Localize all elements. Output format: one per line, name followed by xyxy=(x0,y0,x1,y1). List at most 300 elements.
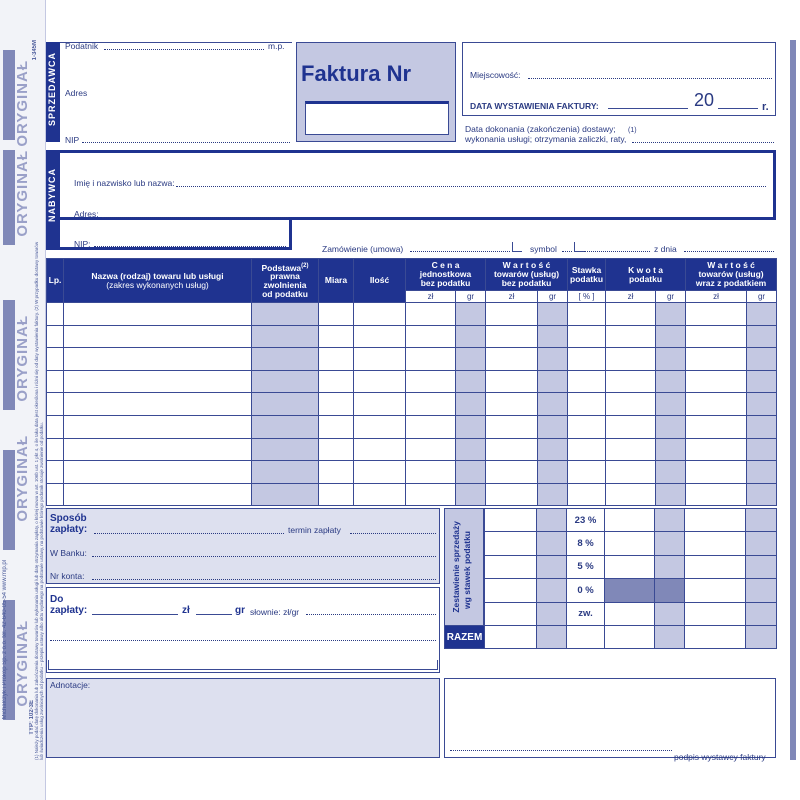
table-cell[interactable] xyxy=(252,393,319,416)
table-cell[interactable] xyxy=(486,325,538,348)
col-basis-line-1: Podstawa xyxy=(261,262,302,273)
table-cell[interactable] xyxy=(486,438,538,461)
table-cell[interactable] xyxy=(538,348,568,371)
table-cell[interactable] xyxy=(606,461,656,484)
amount-due-label-2: zapłaty: xyxy=(50,605,88,616)
summary-side-spacer xyxy=(445,509,485,532)
symbol-bracket xyxy=(574,242,584,252)
buyer-address-label: Adres: xyxy=(74,209,99,219)
sub-gr: gr xyxy=(538,291,568,303)
payment-term-label: termin zapłaty xyxy=(288,525,341,535)
summary-side-spacer xyxy=(445,532,485,555)
buyer-name-line[interactable] xyxy=(176,186,766,187)
summary-cell[interactable] xyxy=(746,602,777,625)
summary-cell[interactable] xyxy=(605,625,655,648)
summary-cell[interactable] xyxy=(655,555,685,578)
table-row xyxy=(47,438,777,461)
summary-side-label-1: Zestawienie sprzedaży xyxy=(451,521,461,613)
table-cell[interactable] xyxy=(606,303,656,326)
table-cell[interactable] xyxy=(486,370,538,393)
summary-cell[interactable] xyxy=(746,555,777,578)
table-cell[interactable] xyxy=(538,483,568,506)
col-tax xyxy=(606,259,686,291)
amount-zl-label: zł xyxy=(182,605,190,616)
seller-nip-label: NIP xyxy=(65,135,80,145)
col-basis xyxy=(252,259,319,303)
table-cell[interactable] xyxy=(747,370,777,393)
table-cell[interactable] xyxy=(538,415,568,438)
table-cell[interactable] xyxy=(456,393,486,416)
sub-pct: [ % ] xyxy=(568,291,606,303)
col-price-line-3: bez podatku xyxy=(420,278,471,288)
table-cell[interactable] xyxy=(252,370,319,393)
table-cell[interactable] xyxy=(606,348,656,371)
summary-cell[interactable] xyxy=(485,532,537,555)
summary-rate: 8 % xyxy=(567,532,605,555)
table-cell[interactable] xyxy=(656,483,686,506)
table-cell[interactable] xyxy=(354,438,406,461)
summary-cell[interactable] xyxy=(746,625,777,648)
summary-side-spacer xyxy=(445,602,485,625)
table-cell[interactable] xyxy=(686,325,747,348)
col-name-line-2: (zakres wykonanych usług) xyxy=(106,279,209,290)
symbol-label: symbol xyxy=(530,244,557,254)
delivery-date-line[interactable] xyxy=(632,142,774,143)
table-cell[interactable] xyxy=(538,393,568,416)
sub-zl: zł xyxy=(486,291,538,303)
table-cell[interactable] xyxy=(486,415,538,438)
summary-cell[interactable] xyxy=(537,625,567,648)
summary-cell[interactable] xyxy=(685,579,746,602)
summary-cell[interactable] xyxy=(605,579,655,602)
summary-body xyxy=(445,509,777,649)
table-cell[interactable] xyxy=(47,348,64,371)
issue-date-line[interactable] xyxy=(608,108,688,109)
table-cell[interactable] xyxy=(538,461,568,484)
summary-cell[interactable] xyxy=(685,602,746,625)
table-cell[interactable] xyxy=(47,370,64,393)
table-cell[interactable] xyxy=(747,483,777,506)
table-cell[interactable] xyxy=(406,348,456,371)
order-date-line[interactable] xyxy=(684,251,774,252)
seller-nip-line[interactable] xyxy=(82,142,290,143)
table-cell[interactable] xyxy=(252,303,319,326)
sub-gr: gr xyxy=(456,291,486,303)
summary-cell[interactable] xyxy=(655,579,685,602)
table-cell[interactable] xyxy=(747,393,777,416)
order-label: Zamówienie (umowa) xyxy=(322,244,404,254)
table-cell[interactable] xyxy=(538,370,568,393)
invoice-title: Faktura Nr xyxy=(301,61,412,86)
table-cell[interactable] xyxy=(568,393,606,416)
table-cell[interactable] xyxy=(252,325,319,348)
table-cell[interactable] xyxy=(456,325,486,348)
table-row xyxy=(47,348,777,371)
table-cell[interactable] xyxy=(486,461,538,484)
table-cell[interactable] xyxy=(568,461,606,484)
table-cell[interactable] xyxy=(406,325,456,348)
table-cell[interactable] xyxy=(47,303,64,326)
summary-side-spacer xyxy=(445,579,485,602)
summary-cell[interactable] xyxy=(537,579,567,602)
table-cell[interactable] xyxy=(656,393,686,416)
summary-cell[interactable] xyxy=(655,625,685,648)
watermark-original: ORYGINAŁ xyxy=(14,150,31,237)
table-cell[interactable] xyxy=(354,370,406,393)
taxpayer-label: Podatnik xyxy=(65,41,99,51)
col-gross-line-3: wraz z podatkiem xyxy=(695,278,767,288)
table-cell[interactable] xyxy=(686,461,747,484)
year-prefix: 20 xyxy=(694,90,715,110)
table-row xyxy=(47,370,777,393)
table-row xyxy=(47,393,777,416)
bank-label: W Banku: xyxy=(50,548,87,558)
watermark-original: ORYGINAŁ xyxy=(14,60,31,147)
summary-row xyxy=(445,602,777,625)
table-cell[interactable] xyxy=(538,303,568,326)
table-cell[interactable] xyxy=(656,303,686,326)
table-cell[interactable] xyxy=(319,415,354,438)
table-cell[interactable] xyxy=(456,415,486,438)
table-cell[interactable] xyxy=(456,370,486,393)
summary-cell[interactable] xyxy=(485,602,537,625)
table-cell[interactable] xyxy=(686,438,747,461)
table-cell[interactable] xyxy=(354,415,406,438)
table-cell[interactable] xyxy=(656,348,686,371)
summary-cell[interactable] xyxy=(485,509,537,532)
amount-words-bracket xyxy=(48,660,438,670)
table-cell[interactable] xyxy=(656,438,686,461)
buyer-section-label: NABYWCA xyxy=(47,168,57,222)
invoice-number-field[interactable] xyxy=(305,101,449,135)
summary-row xyxy=(445,625,777,648)
summary-cell xyxy=(567,625,605,648)
summary-cell[interactable] xyxy=(746,579,777,602)
summary-cell[interactable] xyxy=(746,509,777,532)
left-strip xyxy=(0,0,46,800)
side-code: 1-345M xyxy=(32,40,38,61)
table-cell[interactable] xyxy=(252,438,319,461)
col-tax-line-2: podatku xyxy=(629,273,663,284)
table-cell[interactable] xyxy=(747,415,777,438)
order-line[interactable] xyxy=(410,251,510,252)
table-cell[interactable] xyxy=(606,325,656,348)
date-label: z dnia xyxy=(654,244,677,254)
table-cell[interactable] xyxy=(486,483,538,506)
table-row xyxy=(47,461,777,484)
table-cell[interactable] xyxy=(319,393,354,416)
year-suffix: r. xyxy=(762,101,769,113)
summary-cell[interactable] xyxy=(685,509,746,532)
bank-line[interactable] xyxy=(92,556,436,557)
table-cell[interactable] xyxy=(456,438,486,461)
summary-cell[interactable] xyxy=(537,509,567,532)
account-line[interactable] xyxy=(92,579,436,580)
table-cell[interactable] xyxy=(406,415,456,438)
table-cell[interactable] xyxy=(406,483,456,506)
amount-words-line-2[interactable] xyxy=(50,640,436,641)
table-cell[interactable] xyxy=(686,483,747,506)
table-cell[interactable] xyxy=(568,370,606,393)
col-gross-line-2: towarów (usług) xyxy=(698,269,764,279)
seller-address-label: Adres xyxy=(65,88,88,98)
table-cell[interactable] xyxy=(686,415,747,438)
table-cell[interactable] xyxy=(747,325,777,348)
right-edge-bar xyxy=(790,40,796,760)
amount-due-label-1: Do xyxy=(50,594,64,605)
summary-cell[interactable] xyxy=(605,555,655,578)
summary-cell[interactable] xyxy=(655,532,685,555)
table-cell[interactable] xyxy=(656,461,686,484)
col-value-line-2: towarów (usług) xyxy=(493,269,560,279)
table-cell[interactable] xyxy=(252,415,319,438)
table-cell[interactable] xyxy=(64,438,252,461)
col-name-line-1: Nazwa (rodzaj) towaru lub usługi xyxy=(91,270,224,281)
col-name xyxy=(64,259,252,303)
table-cell[interactable] xyxy=(568,303,606,326)
table-cell[interactable] xyxy=(64,303,252,326)
buyer-name-label: Imię i nazwisko lub nazwa: xyxy=(74,178,175,188)
table-cell[interactable] xyxy=(406,438,456,461)
place-line[interactable] xyxy=(528,78,772,79)
signature-box[interactable] xyxy=(444,678,776,758)
table-cell[interactable] xyxy=(656,370,686,393)
table-cell[interactable] xyxy=(747,438,777,461)
sub-zl: zł xyxy=(606,291,656,303)
amount-gr-label: gr xyxy=(235,605,245,616)
summary-cell[interactable] xyxy=(537,555,567,578)
table-row xyxy=(47,483,777,506)
summary-row xyxy=(445,579,777,602)
table-cell[interactable] xyxy=(456,303,486,326)
col-basis-line-2: prawna xyxy=(270,271,300,282)
table-cell[interactable] xyxy=(606,393,656,416)
table-cell[interactable] xyxy=(568,438,606,461)
summary-cell[interactable] xyxy=(655,509,685,532)
col-basis-line-3: zwolnienia xyxy=(263,280,307,291)
summary-table xyxy=(444,508,777,649)
table-cell[interactable] xyxy=(568,483,606,506)
table-cell[interactable] xyxy=(252,461,319,484)
table-cell[interactable] xyxy=(538,438,568,461)
summary-row xyxy=(445,509,777,532)
table-cell[interactable] xyxy=(747,461,777,484)
table-cell[interactable] xyxy=(47,438,64,461)
stamp-label: m.p. xyxy=(268,41,285,51)
table-cell[interactable] xyxy=(354,303,406,326)
summary-side-label-2: wg stawek podatku xyxy=(462,531,472,609)
col-unit: Miara xyxy=(319,259,354,303)
summary-cell[interactable] xyxy=(605,532,655,555)
table-cell[interactable] xyxy=(568,325,606,348)
col-value-line-3: bez podatku xyxy=(501,278,552,288)
summary-cell[interactable] xyxy=(485,625,537,648)
col-price-line-1: C e n a xyxy=(431,260,460,270)
watermark-original: ORYGINAŁ xyxy=(14,315,31,402)
summary-side-spacer xyxy=(445,555,485,578)
table-cell[interactable] xyxy=(64,483,252,506)
table-cell[interactable] xyxy=(606,438,656,461)
amount-gr-line[interactable] xyxy=(196,614,232,615)
watermark-original: ORYGINAŁ xyxy=(14,620,31,707)
delivery-note: (1) xyxy=(628,127,637,134)
table-cell[interactable] xyxy=(64,325,252,348)
seller-section-label: SPRZEDAWCA xyxy=(47,52,57,127)
table-cell[interactable] xyxy=(406,461,456,484)
table-cell[interactable] xyxy=(252,348,319,371)
table-cell[interactable] xyxy=(606,415,656,438)
summary-cell[interactable] xyxy=(485,555,537,578)
summary-cell[interactable] xyxy=(537,602,567,625)
table-cell[interactable] xyxy=(406,393,456,416)
col-basis-line-4: od podatku xyxy=(262,289,308,300)
summary-cell[interactable] xyxy=(685,625,746,648)
table-cell[interactable] xyxy=(456,348,486,371)
col-lp: Lp. xyxy=(47,259,64,303)
table-row xyxy=(47,303,777,326)
delivery-label-1: Data dokonania (zakończenia) dostawy; xyxy=(465,124,616,134)
type-code: TYP: 102-3E xyxy=(29,700,35,735)
notes-label: Adnotacje: xyxy=(50,680,91,690)
symbol-line[interactable] xyxy=(584,251,650,252)
col-gross xyxy=(686,259,777,291)
summary-cell[interactable] xyxy=(537,532,567,555)
table-cell[interactable] xyxy=(354,325,406,348)
payment-method-line[interactable] xyxy=(94,533,284,534)
col-price xyxy=(406,259,486,291)
table-cell[interactable] xyxy=(319,303,354,326)
summary-cell[interactable] xyxy=(685,555,746,578)
payment-method-label-1: Sposób xyxy=(50,513,87,524)
table-cell[interactable] xyxy=(568,348,606,371)
signature-line[interactable] xyxy=(450,750,672,751)
table-cell[interactable] xyxy=(686,370,747,393)
sub-gr: gr xyxy=(656,291,686,303)
payment-method-label-2: zapłaty: xyxy=(50,524,88,535)
summary-cell[interactable] xyxy=(605,602,655,625)
buyer-nip-label: NIP: xyxy=(74,239,91,249)
table-cell[interactable] xyxy=(686,303,747,326)
signature-label: podpis wystawcy faktury xyxy=(674,752,766,762)
items-body xyxy=(47,303,777,506)
summary-row xyxy=(445,555,777,578)
table-cell[interactable] xyxy=(319,325,354,348)
table-cell[interactable] xyxy=(64,461,252,484)
summary-cell[interactable] xyxy=(746,532,777,555)
table-cell[interactable] xyxy=(747,303,777,326)
col-value-line-1: W a r t o ś ć xyxy=(502,260,551,270)
table-cell[interactable] xyxy=(319,461,354,484)
table-cell[interactable] xyxy=(252,483,319,506)
table-cell[interactable] xyxy=(686,348,747,371)
col-rate-line-2: podatku xyxy=(570,273,604,284)
buyer-address-line[interactable] xyxy=(102,217,288,218)
table-cell[interactable] xyxy=(486,303,538,326)
table-cell[interactable] xyxy=(47,483,64,506)
table-cell[interactable] xyxy=(656,415,686,438)
year-line[interactable] xyxy=(718,108,758,109)
summary-rate: 0 % xyxy=(567,579,605,602)
summary-cell[interactable] xyxy=(655,602,685,625)
table-cell[interactable] xyxy=(456,483,486,506)
buyer-nip-line[interactable] xyxy=(94,246,286,247)
col-gross-line-1: W a r t o ś ć xyxy=(707,260,755,270)
table-cell[interactable] xyxy=(486,393,538,416)
table-cell[interactable] xyxy=(747,348,777,371)
delivery-label-2: wykonania usługi; otrzymania zaliczki, raty, xyxy=(465,134,627,144)
summary-cell[interactable] xyxy=(685,532,746,555)
table-cell[interactable] xyxy=(47,461,64,484)
issue-date-label: DATA WYSTAWIENIA FAKTURY: xyxy=(470,101,599,111)
table-cell[interactable] xyxy=(319,438,354,461)
print-note: Michalczyk i Prokop Sp. z o.o. tel. 42-640-05-54 www.mip.pl xyxy=(2,560,8,720)
table-cell[interactable] xyxy=(406,303,456,326)
table-cell[interactable] xyxy=(47,415,64,438)
table-cell[interactable] xyxy=(354,348,406,371)
title-box xyxy=(296,42,456,142)
table-row xyxy=(47,325,777,348)
table-cell[interactable] xyxy=(568,415,606,438)
amount-zl-line[interactable] xyxy=(92,614,178,615)
table-cell[interactable] xyxy=(606,483,656,506)
table-cell[interactable] xyxy=(354,461,406,484)
table-cell[interactable] xyxy=(606,370,656,393)
table-cell[interactable] xyxy=(319,483,354,506)
table-cell[interactable] xyxy=(64,348,252,371)
taxpayer-line[interactable] xyxy=(104,49,264,50)
order-bracket xyxy=(512,242,522,252)
col-price-line-2: jednostkowa xyxy=(419,269,472,279)
seller-box xyxy=(60,42,292,142)
notes-box[interactable] xyxy=(46,678,440,758)
summary-cell[interactable] xyxy=(485,579,537,602)
col-value xyxy=(486,259,568,291)
summary-rate: 5 % xyxy=(567,555,605,578)
payment-term-line[interactable] xyxy=(350,533,436,534)
col-tax-line-1: K w o t a xyxy=(628,264,664,275)
sub-zl: zł xyxy=(686,291,747,303)
table-cell[interactable] xyxy=(319,348,354,371)
table-cell[interactable] xyxy=(538,325,568,348)
summary-cell[interactable] xyxy=(605,509,655,532)
symbol-line-a[interactable] xyxy=(562,251,572,252)
table-cell[interactable] xyxy=(47,325,64,348)
table-cell[interactable] xyxy=(47,393,64,416)
table-cell[interactable] xyxy=(456,461,486,484)
table-cell[interactable] xyxy=(64,370,252,393)
payment-method-box xyxy=(46,508,440,584)
col-rate-line-1: Stawka xyxy=(571,264,602,275)
table-cell[interactable] xyxy=(686,393,747,416)
table-cell[interactable] xyxy=(406,370,456,393)
amount-words-line[interactable] xyxy=(306,614,436,615)
table-cell[interactable] xyxy=(64,415,252,438)
watermark-original: ORYGINAŁ xyxy=(14,435,31,522)
sub-zl: zł xyxy=(406,291,456,303)
amount-words-label: słownie: zł/gr xyxy=(250,607,300,617)
table-cell[interactable] xyxy=(64,393,252,416)
summary-total-label: RAZEM xyxy=(445,625,485,648)
table-cell[interactable] xyxy=(486,348,538,371)
table-cell[interactable] xyxy=(354,393,406,416)
table-cell[interactable] xyxy=(319,370,354,393)
table-cell[interactable] xyxy=(656,325,686,348)
col-qty: Ilość xyxy=(354,259,406,303)
table-cell[interactable] xyxy=(354,483,406,506)
table-row xyxy=(47,415,777,438)
account-label: Nr konta: xyxy=(50,571,85,581)
sub-gr: gr xyxy=(747,291,777,303)
